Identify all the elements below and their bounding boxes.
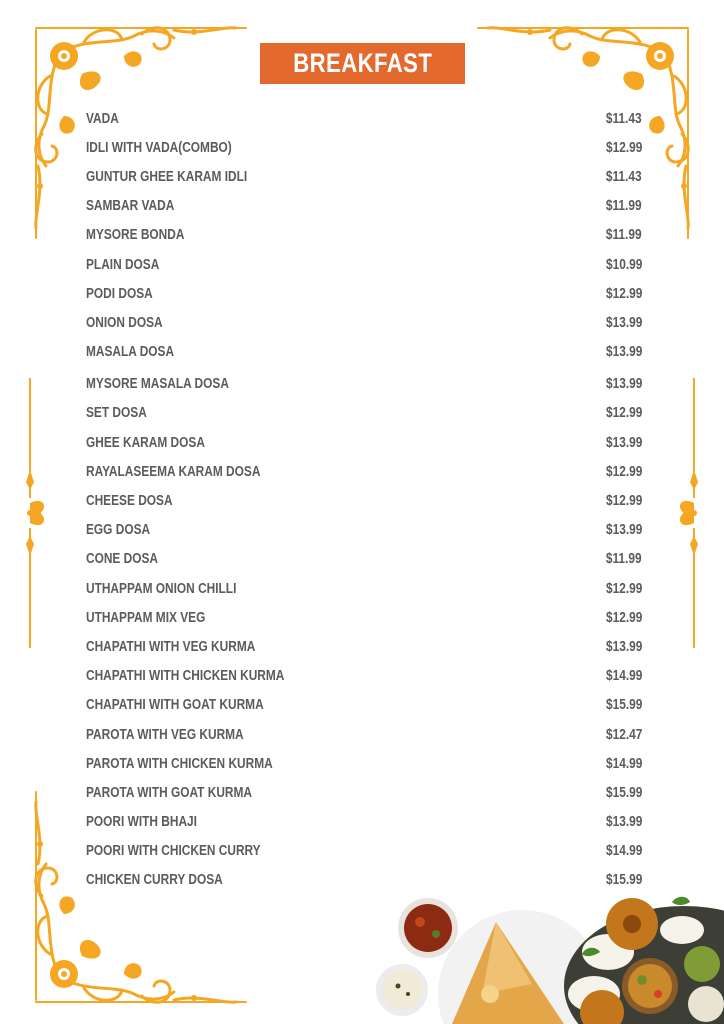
menu-item-row [86, 632, 642, 661]
section-title-banner [260, 43, 465, 84]
menu-item-row [86, 457, 642, 486]
menu-item-price: $14.99 [605, 668, 642, 685]
menu-item-name: UTHAPPAM ONION CHILLI [86, 580, 237, 597]
menu-item-name: PAROTA WITH VEG KURMA [86, 726, 244, 743]
menu-item-price: $15.99 [605, 697, 642, 714]
menu-item-price: $11.43 [606, 168, 642, 185]
menu-item-row [86, 104, 642, 133]
menu-item-price: $11.99 [606, 551, 642, 568]
menu-item-name: GUNTUR GHEE KARAM IDLI [86, 168, 248, 185]
menu-item-row [86, 749, 642, 778]
menu-item-price: $10.99 [605, 256, 642, 273]
menu-item-price: $13.99 [605, 344, 642, 361]
menu-item-row [86, 221, 642, 250]
menu-item-row [86, 428, 642, 457]
side-ornament-icon [672, 378, 702, 648]
menu-item-price: $11.99 [606, 227, 642, 244]
menu-item-price: $12.47 [605, 726, 642, 743]
menu-item-price: $13.99 [605, 314, 642, 331]
menu-item-row [86, 866, 642, 895]
menu-item-name: POORI WITH CHICKEN CURRY [86, 843, 261, 860]
menu-item-name: PAROTA WITH CHICKEN KURMA [86, 755, 273, 772]
menu-item-row [86, 486, 642, 515]
menu-item-row [86, 808, 642, 837]
menu-item-name: CONE DOSA [86, 551, 159, 568]
menu-item-name: UTHAPPAM MIX VEG [86, 609, 206, 626]
menu-item-name: POORI WITH BHAJI [86, 814, 197, 831]
menu-item-name: RAYALASEEMA KARAM DOSA [86, 463, 261, 480]
menu-item-row [86, 133, 642, 162]
menu-item-price: $12.99 [605, 609, 642, 626]
menu-item-price: $12.99 [605, 463, 642, 480]
menu-item-name: PODI DOSA [86, 285, 153, 302]
menu-item-price: $15.99 [605, 784, 642, 801]
menu-item-name: MYSORE BONDA [86, 227, 185, 244]
menu-item-price: $12.99 [605, 285, 642, 302]
menu-item-name: CHAPATHI WITH GOAT KURMA [86, 697, 264, 714]
menu-item-name: PLAIN DOSA [86, 256, 160, 273]
menu-item-row [86, 545, 642, 574]
menu-item-name: EGG DOSA [86, 522, 151, 539]
menu-item-name: CHEESE DOSA [86, 493, 173, 510]
menu-item-price: $13.99 [605, 814, 642, 831]
menu-item-row [86, 308, 642, 337]
breakfast-platter-image [372, 894, 724, 1024]
menu-item-row [86, 691, 642, 720]
menu-item-price: $12.99 [605, 580, 642, 597]
menu-item-name: MYSORE MASALA DOSA [86, 376, 229, 393]
menu-item-name: SET DOSA [86, 405, 147, 422]
menu-item-row [86, 338, 642, 367]
menu-item-price: $13.99 [605, 434, 642, 451]
menu-item-price: $11.99 [606, 198, 642, 215]
menu-item-row [86, 516, 642, 545]
menu-item-row [86, 279, 642, 308]
menu-item-price: $14.99 [605, 755, 642, 772]
menu-item-row [86, 250, 642, 279]
menu-item-name: PAROTA WITH GOAT KURMA [86, 784, 252, 801]
section-title: BREAKFAST [292, 48, 432, 78]
menu-item-price: $14.99 [605, 843, 642, 860]
menu-item-row [86, 778, 642, 807]
menu-item-row [86, 370, 642, 399]
menu-item-row [86, 837, 642, 866]
menu-item-name: GHEE KARAM DOSA [86, 434, 205, 451]
menu-item-name: MASALA DOSA [86, 344, 175, 361]
menu-item-name: ONION DOSA [86, 314, 163, 331]
menu-item-name: CHICKEN CURRY DOSA [86, 872, 223, 889]
menu-item-row [86, 662, 642, 691]
menu-item-row [86, 603, 642, 632]
menu-item-row [86, 192, 642, 221]
menu-item-price: $13.99 [605, 522, 642, 539]
menu-item-name: CHAPATHI WITH CHICKEN KURMA [86, 668, 285, 685]
menu-item-price: $12.99 [605, 405, 642, 422]
menu-item-list [86, 104, 642, 895]
menu-item-price: $11.43 [606, 110, 642, 127]
menu-item-price: $12.99 [605, 493, 642, 510]
menu-item-name: VADA [86, 110, 119, 127]
menu-item-name: CHAPATHI WITH VEG KURMA [86, 638, 256, 655]
menu-item-name: IDLI WITH VADA(COMBO) [86, 139, 232, 156]
menu-item-name: SAMBAR VADA [86, 198, 175, 215]
menu-item-row [86, 162, 642, 191]
menu-item-price: $13.99 [605, 376, 642, 393]
menu-item-price: $13.99 [605, 638, 642, 655]
menu-item-row [86, 720, 642, 749]
menu-item-row [86, 574, 642, 603]
menu-item-price: $12.99 [605, 139, 642, 156]
menu-item-price: $15.99 [605, 872, 642, 889]
side-ornament-icon [22, 378, 52, 648]
menu-item-row [86, 399, 642, 428]
